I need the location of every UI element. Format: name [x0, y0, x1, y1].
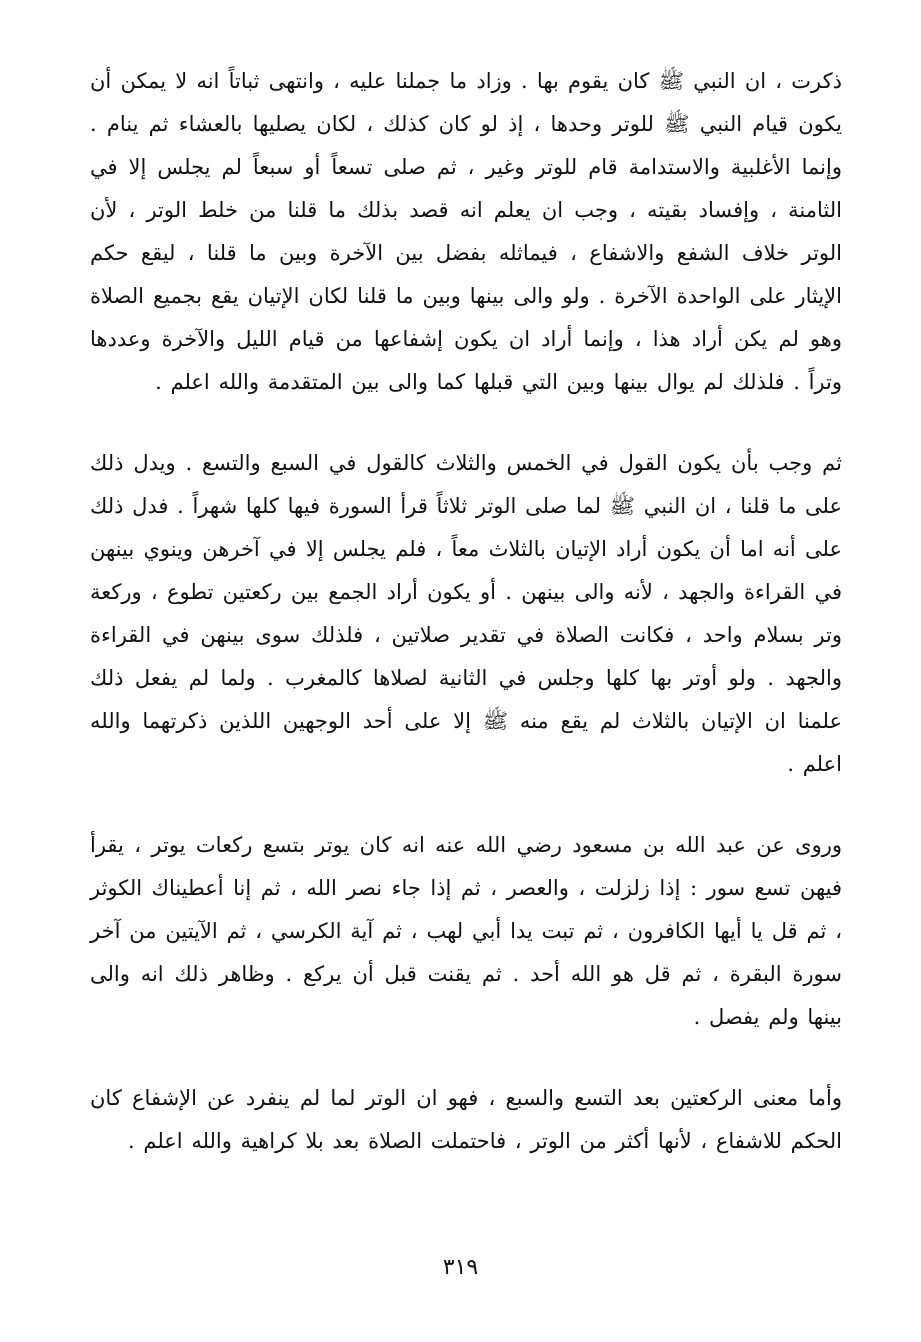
paragraph-2: ثم وجب بأن يكون القول في الخمس والثلاث كالقول في السبع والتسع . ويدل ذلك على ما قلنا ، ان النبي ﷺ لما صلى الوتر ثلاثاً قرأ السورة فيها كلها شهراً . فدل ذلك على أنه اما أن يكون أراد الإتيان بالثلاث معاً ، فلم يجلس إلا في آخرهن وينوي بينهن في القراءة والجهد ، لأنه والى بينهن . أو يكون أراد الجمع بين ركعتين تطوع ، وركعة وتر بسلام واحد ، فكانت الصلاة في تقدير صلاتين ، فلذلك سوى بينهن في القراءة والجهد . ولو أوتر بها كلها وجلس في الثانية لصلاها كالمغرب . ولما لم يفعل ذلك علمنا ان الإتيان بالثلاث لم يقع منه ﷺ إلا على أحد الوجهين اللذين ذكرتهما والله اعلم .	[90, 451, 842, 776]
page-number: ٣١٩	[442, 1255, 479, 1280]
paragraph-4: وأما معنى الركعتين بعد التسع والسبع ، فهو ان الوتر لما لم ينفرد عن الإشفاع كان الحكم للاشفاع ، لأنها أكثر من الوتر ، فاحتملت الصلاة بعد بلا كراهية والله اعلم .	[90, 1086, 842, 1153]
paragraph-3: وروى عن عبد الله بن مسعود رضي الله عنه انه كان يوتر بتسع ركعات يوتر ، يقرأ فيهن تسع سور : إذا زلزلت ، والعصر ، ثم إذا جاء نصر الله ، ثم إنا أعطيناك الكوثر ، ثم قل يا أيها الكافرون ، ثم تبت يدا أبي لهب ، ثم آية الكرسي ، ثم الآيتين من آخر سورة البقرة ، ثم قل هو الله أحد . ثم يقنت قبل أن يركع . وظاهر ذلك انه والى بينها ولم يفصل .	[90, 833, 842, 1029]
page-body	[90, 60, 842, 1201]
paragraph-1: ذكرت ، ان النبي ﷺ كان يقوم بها . وزاد ما جملنا عليه ، وانتهى ثباتاً انه لا يمكن أن يكون قيام النبي ﷺ للوتر وحدها ، إذ لو كان كذلك ، لكان يصليها بالعشاء ثم ينام . وإنما الأغلبية والاستدامة قام للوتر وغير ، ثم صلى تسعاً أو سبعاً لم يجلس إلا في الثامنة ، وإفساد بقيته ، وجب ان يعلم انه قصد بذلك ما قلنا من خلط الوتر ، لأن الوتر خلاف الشفع والاشفاع ، فيماثله بفضل بين الآخرة وبين ما قلنا ، ليقع حكم الإيثار على الواحدة الآخرة . ولو والى بينها وبين ما قلنا لكان الإتيان يقع بجميع الصلاة وهو لم يكن أراد هذا ، وإنما أراد ان يكون إشفاعها من قيام الليل والآخرة وعددها وتراً . فلذلك لم يوال بينها وبين التي قبلها كما والى بين المتقدمة والله اعلم .	[90, 69, 843, 394]
